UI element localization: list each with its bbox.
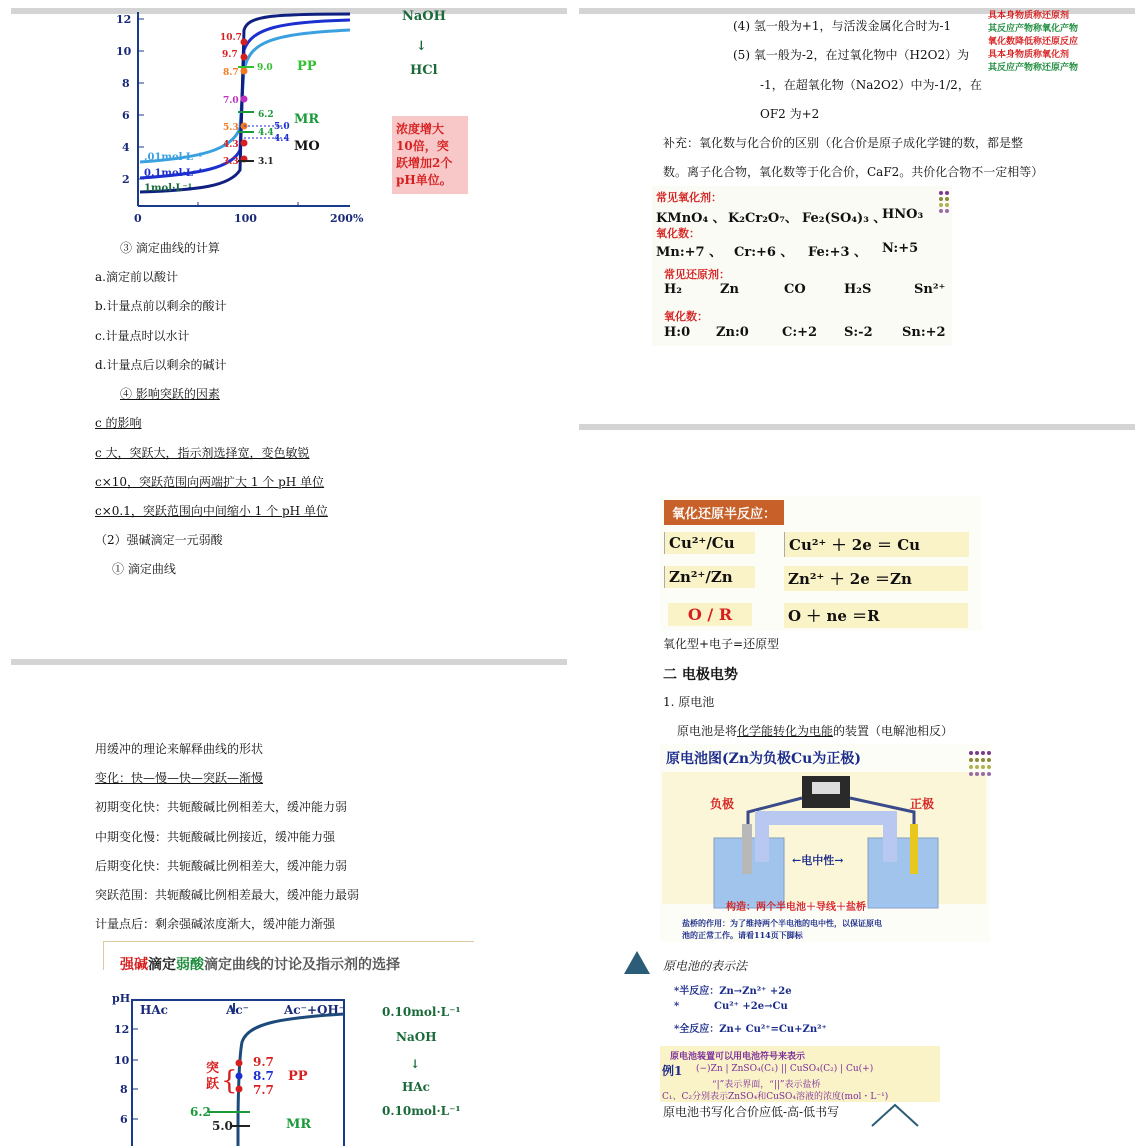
- ox-num-title: 氧化数：: [656, 227, 700, 240]
- indicator-mo: MO: [294, 139, 320, 154]
- side-note: 具本身物质称还原剂: [988, 11, 1070, 21]
- half-right: Zn²⁺ ＋ 2e ＝Zn: [784, 566, 968, 591]
- y-tick: 8: [122, 77, 130, 90]
- p3-line: 变化：快—慢—快—突跃—渐慢: [95, 771, 264, 785]
- p1-line: a.滴定前以酸计: [95, 270, 178, 284]
- p1-line: b.计量点前以剩余的酸计: [95, 299, 227, 313]
- bridge-label: ←电中性→: [792, 854, 844, 867]
- side-note: 具本身物质称氧化剂: [988, 50, 1070, 60]
- slide-title: [120, 954, 400, 974]
- point-label: 5.0: [274, 122, 290, 132]
- y-axis-label: pH: [112, 992, 131, 1005]
- y-tick: 8: [120, 1083, 128, 1096]
- p3-line: 用缓冲的理论来解释曲线的形状: [95, 742, 264, 756]
- y-tick: 6: [120, 1113, 128, 1126]
- example-label: 例1: [662, 1064, 683, 1078]
- reaction-line: * Cu²⁺ +2e→Cu: [674, 1001, 788, 1012]
- p1-line: c 大，突跃大，指示剂选择宽，变色敏锐: [95, 446, 310, 460]
- x-tick: 100: [234, 212, 257, 225]
- arrow-label: ↓: [416, 39, 427, 54]
- half-reaction-slide: [660, 496, 982, 631]
- title-part: 滴定曲线的讨论及指示剂的选择: [204, 957, 400, 973]
- ox-num: Fe:+3 、: [808, 245, 868, 260]
- p4-bottom: 原电池书写化合价应低-高-低书写: [663, 1105, 840, 1119]
- reductant-item: H₂: [664, 282, 682, 297]
- reductant-item: H₂S: [844, 282, 872, 297]
- point-label: 8.7: [253, 1069, 274, 1083]
- point-label: 7.0: [223, 96, 239, 106]
- half-right: O ＋ ne ＝R: [784, 603, 968, 628]
- side-note: 其反应产物称还原产物: [988, 63, 1079, 73]
- indicator-mr: MR: [294, 112, 320, 127]
- p3-line: 突跃范围：共轭酸碱比例相差最大，缓冲能力最弱: [95, 888, 360, 902]
- reaction-box: [668, 976, 926, 1038]
- weak-acid-titration-chart: [108, 988, 468, 1146]
- notation-text: C₁、C₂分别表示ZnSO₄和CuSO₄溶液的浓度(mol・L⁻¹): [662, 1092, 889, 1102]
- p1-line: （2）强碱滴定一元弱酸: [95, 533, 223, 547]
- note-line: 10倍，突: [396, 139, 449, 153]
- half-left: Zn²⁺/Zn: [664, 566, 755, 588]
- naoh-label: NaOH: [402, 10, 446, 24]
- strong-acid-titration-chart: [110, 10, 480, 225]
- reaction-line: *全反应：Zn+ Cu²⁺=Cu+Zn²⁺: [674, 1024, 827, 1035]
- y-tick: 12: [116, 13, 132, 26]
- ox-num: N:+5: [882, 241, 919, 256]
- p3-line: 计量点后：剩余强碱浓度渐大，缓冲能力渐强: [95, 917, 336, 931]
- p2-line: 补充：氧化数与化合价的区别（化合价是原子成化学键的数，都是整: [663, 136, 1024, 150]
- indicator-pp: PP: [297, 59, 317, 74]
- title-part: 弱酸: [176, 957, 204, 973]
- reductant-item: CO: [784, 282, 806, 297]
- galvanic-cell-illustration: [662, 772, 986, 912]
- y-tick: 12: [114, 1023, 130, 1036]
- indicator-pp: PP: [288, 1069, 308, 1084]
- scroll-up-chevron-icon[interactable]: [870, 1102, 920, 1128]
- p4-line: 氧化型+电子=还原型: [663, 637, 780, 651]
- y-tick: 4: [122, 141, 130, 154]
- reductant-item: Zn: [720, 282, 739, 297]
- point-label: 9.0: [257, 63, 273, 73]
- right-label: 0.10mol·L⁻¹: [382, 1005, 461, 1019]
- reaction-line: *半反应：Zn→Zn²⁺ +2e: [674, 986, 792, 997]
- red-num: Zn:0: [716, 325, 749, 340]
- pos-label: 正极: [910, 797, 935, 811]
- desc-post: 的装置（电解池相反）: [833, 724, 954, 738]
- page-divider-mid-left: [11, 659, 567, 665]
- point-label: 7.7: [253, 1083, 274, 1097]
- point-label: 3.3: [223, 157, 239, 167]
- title-part: 强碱: [120, 957, 148, 973]
- neg-label: 负极: [710, 797, 735, 811]
- hcl-label: HCl: [410, 63, 438, 78]
- red-num-title: 氧化数：: [664, 310, 708, 323]
- p1-line: c×0.1，突跃范围向中间缩小 1 个 pH 单位: [95, 504, 328, 518]
- note-line: 浓度增大: [396, 122, 445, 136]
- p1-line: d.计量点后以剩余的碱计: [95, 358, 227, 372]
- p2-line: OF2 为+2: [760, 107, 820, 121]
- p3-line: 中期变化慢：共轭酸碱比例接近，缓冲能力强: [95, 830, 336, 844]
- red-num: C:+2: [782, 325, 818, 340]
- galvanic-cell-slide: [660, 744, 990, 942]
- red-num: H:0: [664, 325, 691, 340]
- side-note: 其反应产物称氧化产物: [988, 24, 1079, 34]
- p3-line: 初期变化快：共轭酸碱比例相差大，缓冲能力弱: [95, 800, 348, 814]
- indicator-mr: MR: [286, 1117, 312, 1132]
- p4-desc: [677, 722, 953, 739]
- p1-line: c 的影响: [95, 416, 142, 430]
- dots-decoration-icon: [938, 190, 952, 216]
- p2-line: 数。离子化合物，氧化数等于化合价，CaF2。共价化合物不一定相等）: [663, 165, 1044, 179]
- p1-line: ④ 影响突跃的因素: [120, 387, 220, 401]
- desc-pre: 原电池是将: [677, 724, 738, 738]
- y-tick: 6: [122, 109, 130, 122]
- oxidant-slide: [652, 186, 952, 346]
- half-right: Cu²⁺ ＋ 2e ＝ Cu: [784, 532, 969, 557]
- ox-num: Cr:+6 、: [734, 245, 794, 260]
- y-tick: 2: [122, 173, 130, 186]
- section-heading: 二 电极电势: [663, 667, 738, 683]
- reductant-item: Sn²⁺: [914, 282, 946, 297]
- right-label: 0.10mol·L⁻¹: [382, 1104, 461, 1118]
- oxidant-title: 常见氧化剂：: [656, 191, 722, 204]
- repr-title: 原电池的表示法: [663, 959, 748, 973]
- x-tick: 200%: [330, 212, 364, 225]
- region-label: Ac⁻+OH⁻: [284, 1003, 346, 1017]
- y-tick: 10: [116, 45, 132, 58]
- region-label: HAc: [140, 1003, 168, 1017]
- point-label: 4.3: [223, 140, 239, 150]
- svg-text:{: {: [221, 1066, 238, 1096]
- desc-underline: 化学能转化为电能: [737, 724, 834, 738]
- oxidant-item: Fe₂(SO₄)₃ 、: [802, 211, 887, 226]
- page-divider-mid-right: [579, 424, 1135, 430]
- jump-label: 突: [206, 1061, 220, 1076]
- point-label: 4.4: [274, 134, 290, 144]
- half-left: Cu²⁺/Cu: [664, 532, 755, 554]
- title-part: 滴定: [148, 957, 176, 973]
- cell-title: 原电池图(Zn为负极Cu为正极): [666, 751, 861, 767]
- red-num: Sn:+2: [902, 325, 946, 340]
- right-label: ↓: [410, 1057, 421, 1071]
- p1-line: c.计量点时以水计: [95, 329, 190, 343]
- half-left: O / R: [668, 603, 752, 626]
- p1-line: c×10，突跃范围向两端扩大 1 个 pH 单位: [95, 475, 325, 489]
- oxidant-item: K₂Cr₂O₇、: [728, 211, 798, 226]
- region-label: Ac⁻: [226, 1003, 249, 1017]
- notation-text: “|”表示界面，“||”表示盐桥: [712, 1080, 821, 1090]
- point-label: 10.7: [220, 33, 242, 43]
- red-num: S:-2: [844, 325, 873, 340]
- point-label: 5.0: [212, 1119, 233, 1133]
- ox-num: Mn:+7 、: [656, 245, 723, 260]
- notation-title: 原电池装置可以用电池符号来表示: [670, 1052, 806, 1062]
- point-label: 4.4: [258, 128, 274, 138]
- conc-label: 0.1mol·L⁻¹: [144, 168, 203, 179]
- p2-line: (4) 氢一般为+1，与活泼金属化合时为-1: [733, 19, 952, 33]
- half-title: 氧化还原半反应：: [664, 500, 784, 525]
- conc-label: 1mol·L⁻¹: [144, 183, 193, 194]
- p4-sub: 1. 原电池: [663, 695, 715, 709]
- point-label: 6.2: [190, 1105, 211, 1119]
- jump-label: 跃: [206, 1077, 220, 1092]
- p3-line: 后期变化快：共轭酸碱比例相差大，缓冲能力弱: [95, 859, 348, 873]
- point-label: 9.7: [222, 50, 238, 60]
- p1-line: ① 滴定曲线: [112, 562, 176, 576]
- dots-decoration-icon: [968, 750, 992, 784]
- side-note: 氧化数降低称还原反应: [988, 37, 1079, 47]
- y-tick: 10: [114, 1054, 130, 1067]
- point-label: 3.1: [258, 157, 274, 167]
- p1-line: ③ 滴定曲线的计算: [120, 241, 220, 255]
- p2-line: (5) 氧一般为-2，在过氧化物中（H2O2）为: [733, 48, 970, 62]
- salt-note: 池的正常工作。请看114页下脚标: [682, 930, 803, 940]
- conc-label: .01mol·L⁻¹: [144, 152, 203, 163]
- right-label: NaOH: [396, 1030, 437, 1044]
- triangle-marker-icon: [624, 951, 650, 975]
- note-line: pH单位。: [396, 173, 452, 187]
- salt-note: 盐桥的作用：为了维持两个半电池的电中性，以保证原电: [682, 918, 882, 928]
- point-label: 6.2: [258, 110, 274, 120]
- oxidant-item: HNO₃: [882, 207, 924, 222]
- note-line: 跃增加2个: [396, 156, 453, 170]
- structure-label: 构造：两个半电池＋导线＋盐桥: [726, 902, 866, 913]
- point-label: 8.7: [223, 68, 239, 78]
- side-notes: [988, 10, 1138, 75]
- notation-box: [660, 1046, 940, 1102]
- reductant-title: 常见还原剂：: [664, 268, 730, 281]
- point-label: 9.7: [253, 1055, 274, 1069]
- notation-text: (−)Zn | ZnSO₄(C₁) || CuSO₄(C₂) | Cu(+): [696, 1064, 874, 1074]
- p2-line: -1，在超氧化物（Na2O2）中为-1/2，在: [760, 78, 982, 92]
- point-label: 5.3: [223, 123, 239, 133]
- right-label: HAc: [402, 1080, 430, 1094]
- oxidant-item: KMnO₄ 、: [656, 211, 726, 226]
- x-tick: 0: [134, 212, 142, 225]
